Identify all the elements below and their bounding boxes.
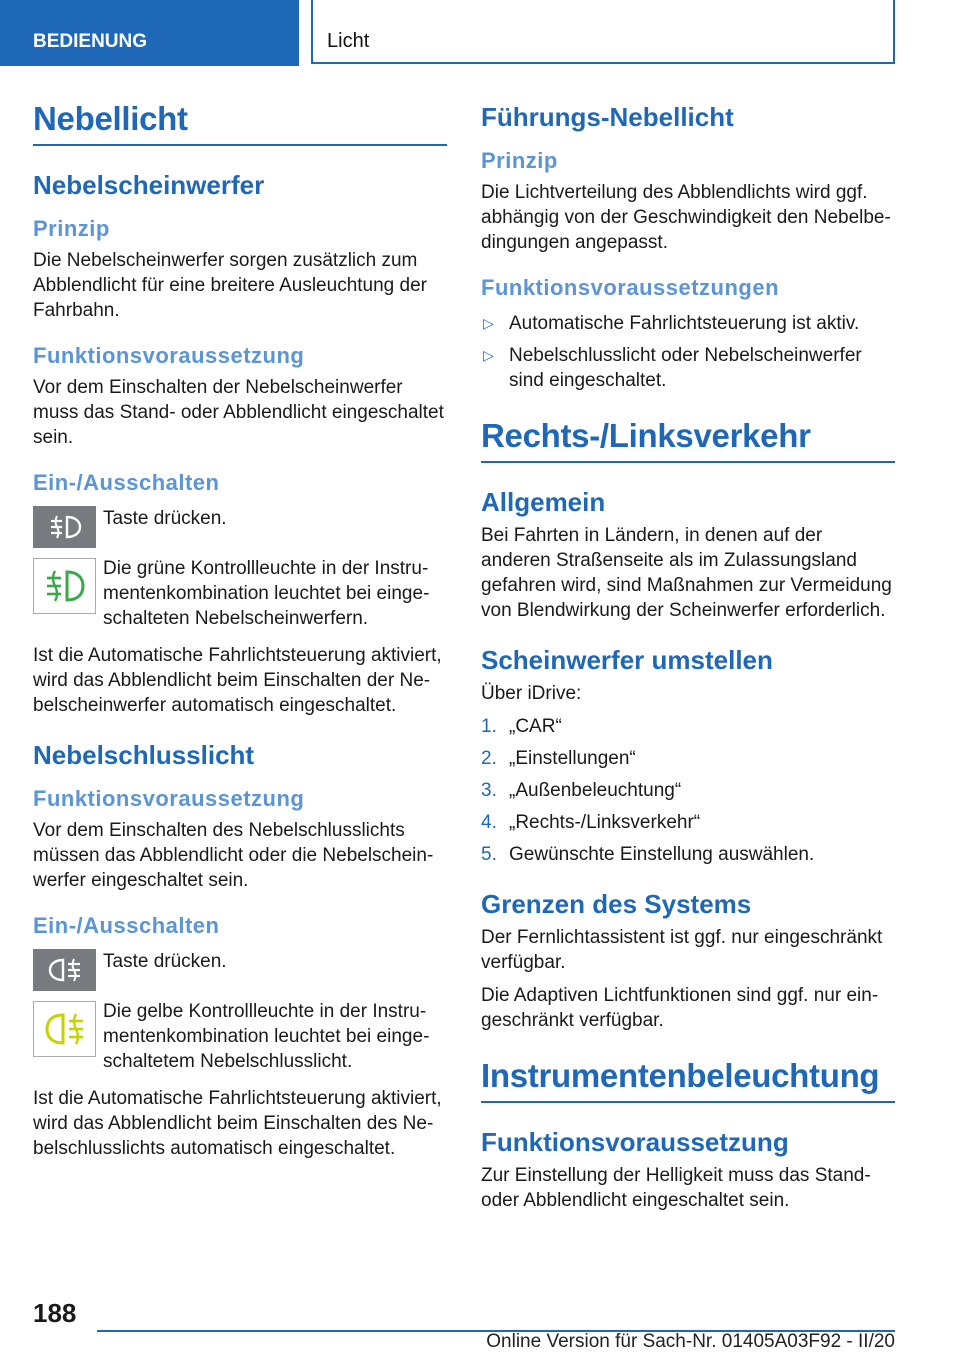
list-item: 2. „Einstellungen“	[481, 748, 636, 769]
text-funktionsvoraussetzung: Vor dem Einschalten der Nebelscheinwerfer muss das Stand- oder Abblendlicht eingeschaltet sein.	[33, 377, 444, 448]
list-item: ▷ Nebelschlusslicht oder Nebelscheinwerfer sind eingeschaltet.	[483, 345, 862, 391]
heading-funktionsvoraussetzung: Funktionsvoraussetzung	[33, 343, 305, 368]
text-idrive: Über iDrive:	[481, 683, 582, 704]
heading-ein-ausschalten-rear: Ein-/Ausschalten	[33, 913, 220, 938]
text-rear-fog-auto: Ist die Automatische Fahrlichtsteuerung aktiviert, wird das Abblendlicht beim Einschalten des Nebelschlusslichts automatisch eingeschaltet.	[33, 1088, 442, 1159]
front-fog-indicator-icon	[33, 558, 96, 614]
rear-fog-button-icon	[33, 949, 96, 991]
rear-fog-indicator-text: Die gelbe Kontrollleuchte in der Instrumentenkombination leuchtet bei eingeschaltetem Nebelschlusslicht.	[103, 1001, 430, 1072]
heading-scheinwerfer-umstellen: Scheinwerfer umstellen	[481, 645, 773, 675]
heading-prinzip-guide: Prinzip	[481, 148, 558, 173]
triangle-bullet-icon: ▷	[483, 315, 494, 331]
heading-grenzen-des-systems: Grenzen des Systems	[481, 889, 752, 919]
requirements-list	[481, 311, 895, 393]
heading-rechts-linksverkehr: Rechts-/Linksverkehr	[481, 417, 895, 463]
footer-text: Online Version für Sach-Nr. 01405A03F92 - II/20	[486, 1331, 895, 1352]
text-funktionsvoraussetzung-instrument: Zur Einstellung der Helligkeit muss das Stand- oder Abblendlicht eingeschaltet sein.	[481, 1165, 871, 1211]
list-item: 5. Gewünschte Einstellung auswählen.	[481, 844, 815, 865]
text-grenzen-1: Der Fernlichtassistent ist ggf. nur eingeschränkt verfügbar.	[481, 927, 883, 973]
front-fog-indicator-text: Die grüne Kontrollleuchte in der Instrumentenkombination leuchtet bei eingeschalteten Nebelscheinwerfern.	[103, 558, 430, 629]
text-grenzen-2: Die Adaptiven Lichtfunktionen sind ggf. nur eingeschränkt verfügbar.	[481, 985, 879, 1031]
heading-funktionsvoraussetzung-rear: Funktionsvoraussetzung	[33, 786, 305, 811]
rear-fog-indicator-row	[33, 999, 447, 1074]
text-prinzip: Die Nebelscheinwerfer sorgen zusätzlich zum Abblendlicht für eine breitere Ausleuchtung der Fahrbahn.	[33, 250, 427, 321]
front-fog-button-icon	[33, 506, 96, 548]
rear-fog-button-row	[33, 949, 447, 991]
heading-fuehrungs-nebellicht: Führungs-Nebellicht	[481, 102, 734, 132]
right-column	[481, 100, 895, 1213]
heading-ein-ausschalten: Ein-/Ausschalten	[33, 470, 220, 495]
triangle-bullet-icon: ▷	[483, 347, 494, 363]
left-column	[33, 100, 447, 1161]
front-fog-button-row	[33, 506, 447, 548]
front-fog-button-text: Taste drücken.	[103, 508, 227, 529]
rear-fog-indicator-icon	[33, 1001, 96, 1057]
heading-nebelschlusslicht: Nebelschlusslicht	[33, 740, 255, 770]
heading-nebelscheinwerfer: Nebelscheinwerfer	[33, 170, 265, 200]
list-item: ▷ Automatische Fahrlichtsteuerung ist aktiv.	[483, 313, 860, 334]
text-allgemein: Bei Fahrten in Ländern, in denen auf der anderen Straßenseite als im Zulassungsland gefahren wird, sind Maßnahmen zur Vermeidung von Blendwirkung der Scheinwerfer erforderlich.	[481, 525, 892, 621]
text-prinzip-guide: Die Lichtverteilung des Abblendlichts wird ggf. abhängig von der Geschwindigkeit den Nebelbedingungen angepasst.	[481, 182, 891, 253]
rear-fog-button-text: Taste drücken.	[103, 951, 227, 972]
section-tab: BEDIENUNG	[0, 0, 299, 66]
page-header	[0, 0, 960, 66]
front-fog-indicator-row	[33, 556, 447, 631]
heading-nebellicht: Nebellicht	[33, 100, 447, 146]
page-number: 188	[33, 1298, 77, 1328]
list-item: 3. „Außenbeleuchtung“	[481, 780, 682, 801]
chapter-title: Licht	[311, 0, 895, 64]
heading-prinzip: Prinzip	[33, 216, 110, 241]
heading-allgemein: Allgemein	[481, 487, 606, 517]
list-item: 1. „CAR“	[481, 716, 562, 737]
heading-funktionsvoraussetzung-instrument: Funktionsvoraussetzung	[481, 1127, 789, 1157]
heading-instrumentenbeleuchtung: Instrumentenbeleuchtung	[481, 1057, 895, 1103]
list-item: 4. „Rechts-/Linksverkehr“	[481, 812, 701, 833]
steps-list	[481, 714, 895, 867]
text-funktionsvoraussetzung-rear: Vor dem Einschalten des Nebelschlusslichts müssen das Abblendlicht oder die Nebelscheinwerfer eingeschaltet sein.	[33, 820, 434, 891]
text-front-fog-auto: Ist die Automatische Fahrlichtsteuerung aktiviert, wird das Abblendlicht beim Einschalten der Nebelscheinwerfer automatisch eingeschaltet.	[33, 645, 442, 716]
heading-funktionsvoraussetzungen: Funktionsvoraussetzungen	[481, 275, 780, 300]
